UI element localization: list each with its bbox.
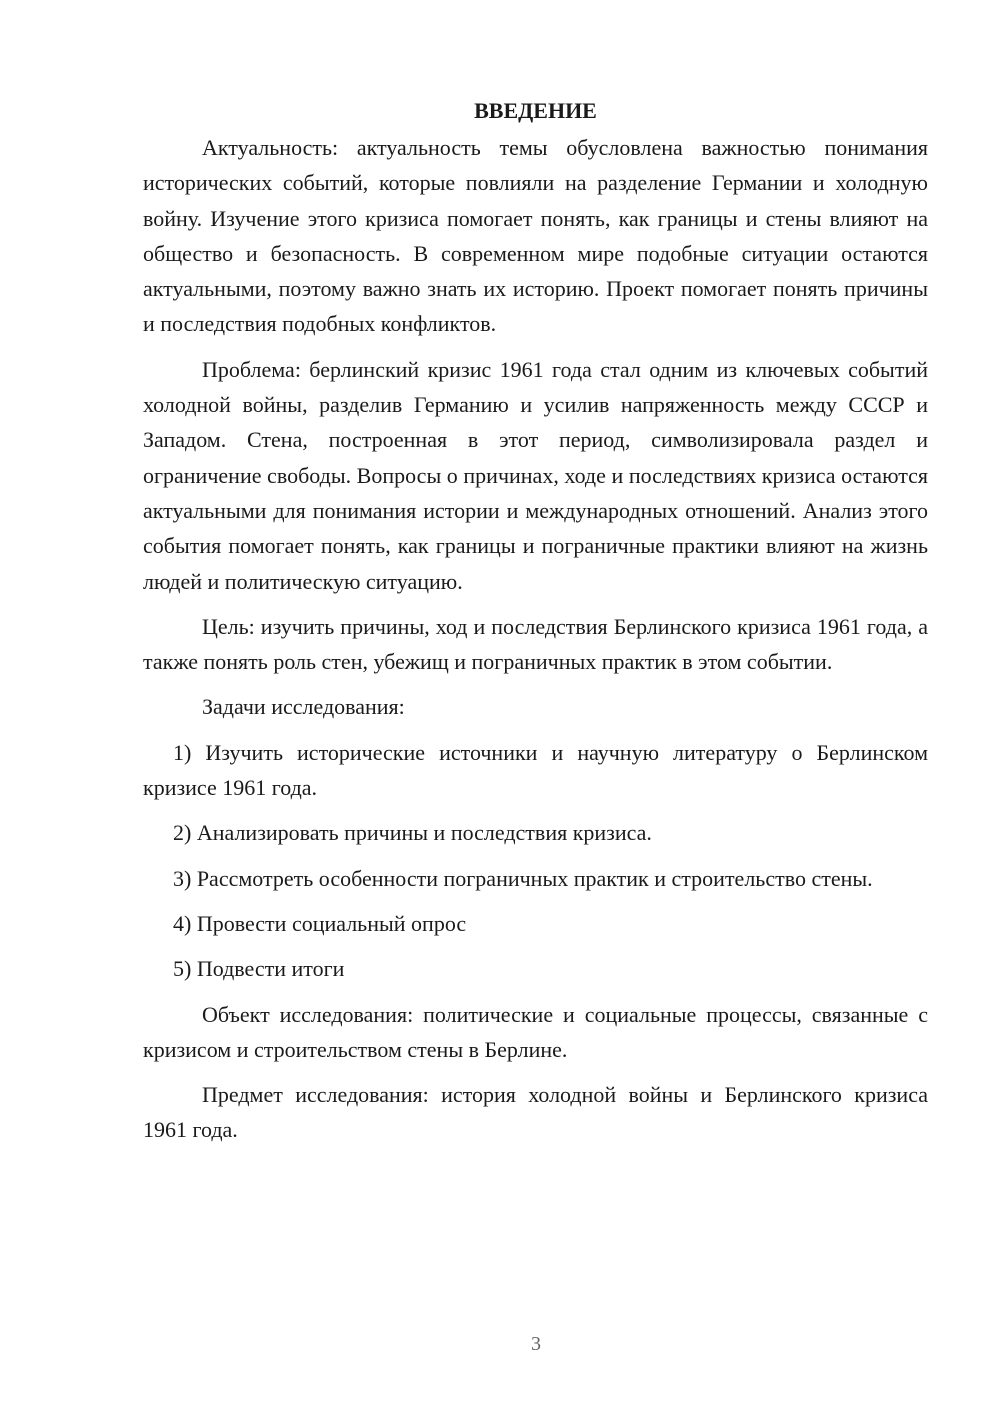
tasks-heading: Задачи исследования: [202, 694, 405, 720]
page-number: 3 [531, 1333, 541, 1355]
task-item-4: 4) Провести социальный опрос [173, 910, 467, 936]
subject-paragraph: Предмет исследования: история холодной войны и Берлинского кризиса 1961 года. [143, 1082, 928, 1143]
relevance-paragraph: Актуальность: актуальность темы обусловлена важностью понимания исторических событий, которые повлияли на разделение Германии и холодную войну. Изучение этого кризиса помогает понять, как границы и стены влияют на общество и безопасность. В современном мире подобные ситуации остаются актуальными, поэтому важно знать их историю. Проект помогает понять причины и последствия подобных конфликтов. [143, 135, 928, 337]
document-page [143, 95, 928, 1158]
page-title: ВВЕДЕНИЕ [474, 98, 597, 123]
problem-paragraph: Проблема: берлинский кризис 1961 года стал одним из ключевых событий холодной войны, разделив Германию и усилив напряженность между СССР и Западом. Стена, построенная в этот период, символизировала раздел и ограничение свободы. Вопросы о причинах, ходе и последствиях кризиса остаются актуальными для понимания истории и международных отношений. Анализ этого события помогает понять, как границы и пограничные практики влияют на жизнь людей и политическую ситуацию. [143, 356, 928, 594]
task-item-2: 2) Анализировать причины и последствия кризиса. [173, 820, 652, 846]
task-item-3: 3) Рассмотреть особенности пограничных практик и строительство стены. [173, 865, 873, 891]
task-item-5: 5) Подвести итоги [173, 956, 345, 982]
object-paragraph: Объект исследования: политические и социальные процессы, связанные с кризисом и строительством стены в Берлине. [143, 1001, 928, 1062]
task-item-1: 1) Изучить исторические источники и научную литературу о Берлинском кризисе 1961 года. [143, 739, 928, 801]
goal-paragraph: Цель: изучить причины, ход и последствия Берлинского кризиса 1961 года, а также понять роль стен, убежищ и пограничных практик в этом событии. [143, 613, 928, 675]
